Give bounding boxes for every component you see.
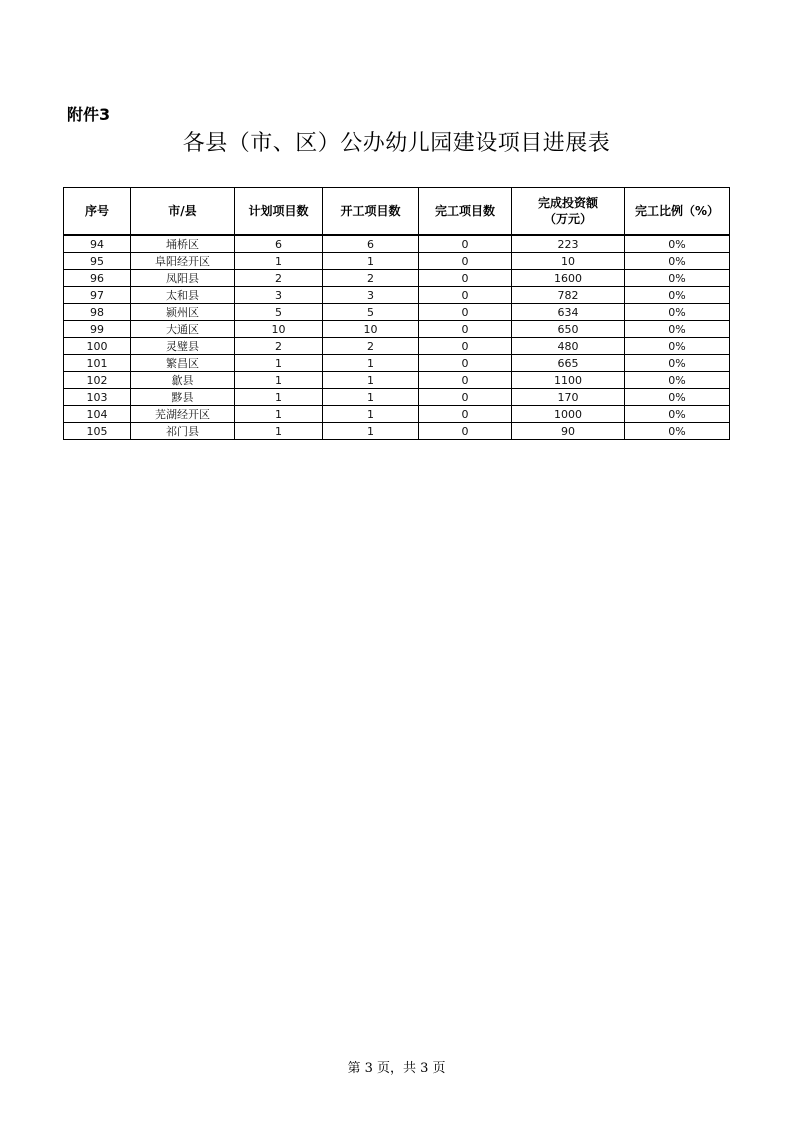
cell-completion-ratio: 0% bbox=[625, 304, 730, 321]
cell-planned: 1 bbox=[235, 389, 323, 406]
cell-planned: 1 bbox=[235, 355, 323, 372]
cell-index: 105 bbox=[64, 423, 131, 440]
table-row bbox=[64, 270, 730, 287]
cell-planned: 6 bbox=[235, 235, 323, 253]
attachment-label: 附件3 bbox=[67, 105, 111, 124]
cell-completion-ratio: 0% bbox=[625, 389, 730, 406]
column-header-investment: 完成投资额 （万元） bbox=[512, 188, 625, 236]
cell-completed: 0 bbox=[419, 389, 512, 406]
cell-planned: 2 bbox=[235, 270, 323, 287]
cell-completed: 0 bbox=[419, 270, 512, 287]
cell-completed: 0 bbox=[419, 304, 512, 321]
table-header bbox=[64, 188, 730, 236]
cell-investment: 90 bbox=[512, 423, 625, 440]
progress-table bbox=[63, 187, 730, 440]
cell-county: 芜湖经开区 bbox=[131, 406, 235, 423]
cell-started: 1 bbox=[323, 389, 419, 406]
cell-completed: 0 bbox=[419, 406, 512, 423]
cell-investment: 1100 bbox=[512, 372, 625, 389]
cell-started: 1 bbox=[323, 355, 419, 372]
cell-investment: 665 bbox=[512, 355, 625, 372]
cell-index: 98 bbox=[64, 304, 131, 321]
cell-index: 94 bbox=[64, 235, 131, 253]
cell-completion-ratio: 0% bbox=[625, 235, 730, 253]
cell-investment: 10 bbox=[512, 253, 625, 270]
cell-completion-ratio: 0% bbox=[625, 355, 730, 372]
page-footer: 第 3 页，共 3 页 bbox=[347, 1061, 446, 1076]
cell-started: 1 bbox=[323, 423, 419, 440]
cell-index: 100 bbox=[64, 338, 131, 355]
cell-investment: 650 bbox=[512, 321, 625, 338]
cell-started: 1 bbox=[323, 406, 419, 423]
cell-planned: 5 bbox=[235, 304, 323, 321]
cell-county: 祁门县 bbox=[131, 423, 235, 440]
table-row bbox=[64, 406, 730, 423]
table-row bbox=[64, 253, 730, 270]
cell-investment: 480 bbox=[512, 338, 625, 355]
table-row bbox=[64, 287, 730, 304]
cell-index: 99 bbox=[64, 321, 131, 338]
cell-county: 颍州区 bbox=[131, 304, 235, 321]
cell-index: 101 bbox=[64, 355, 131, 372]
cell-county: 埇桥区 bbox=[131, 235, 235, 253]
cell-completed: 0 bbox=[419, 321, 512, 338]
cell-started: 6 bbox=[323, 235, 419, 253]
cell-county: 大通区 bbox=[131, 321, 235, 338]
cell-started: 2 bbox=[323, 338, 419, 355]
cell-county: 凤阳县 bbox=[131, 270, 235, 287]
table-row bbox=[64, 389, 730, 406]
cell-completed: 0 bbox=[419, 287, 512, 304]
column-header-completed: 完工项目数 bbox=[419, 188, 512, 236]
cell-index: 104 bbox=[64, 406, 131, 423]
cell-completed: 0 bbox=[419, 253, 512, 270]
table-header-row bbox=[64, 188, 730, 236]
cell-completed: 0 bbox=[419, 355, 512, 372]
column-header-completion-ratio: 完工比例（%） bbox=[625, 188, 730, 236]
cell-planned: 10 bbox=[235, 321, 323, 338]
cell-investment: 782 bbox=[512, 287, 625, 304]
cell-county: 歙县 bbox=[131, 372, 235, 389]
table-row bbox=[64, 355, 730, 372]
cell-planned: 1 bbox=[235, 372, 323, 389]
column-header-planned: 计划项目数 bbox=[235, 188, 323, 236]
column-header-county: 市/县 bbox=[131, 188, 235, 236]
cell-started: 1 bbox=[323, 372, 419, 389]
page-title: 各县（市、区）公办幼儿园建设项目进展表 bbox=[182, 131, 611, 156]
cell-investment: 634 bbox=[512, 304, 625, 321]
cell-completed: 0 bbox=[419, 235, 512, 253]
cell-started: 10 bbox=[323, 321, 419, 338]
cell-completed: 0 bbox=[419, 338, 512, 355]
cell-completion-ratio: 0% bbox=[625, 321, 730, 338]
table-row bbox=[64, 338, 730, 355]
table-row bbox=[64, 235, 730, 253]
cell-completion-ratio: 0% bbox=[625, 338, 730, 355]
cell-completion-ratio: 0% bbox=[625, 372, 730, 389]
cell-county: 灵璧县 bbox=[131, 338, 235, 355]
cell-index: 96 bbox=[64, 270, 131, 287]
cell-started: 5 bbox=[323, 304, 419, 321]
column-header-index: 序号 bbox=[64, 188, 131, 236]
cell-index: 103 bbox=[64, 389, 131, 406]
cell-index: 95 bbox=[64, 253, 131, 270]
cell-started: 2 bbox=[323, 270, 419, 287]
cell-county: 繁昌区 bbox=[131, 355, 235, 372]
table-row bbox=[64, 372, 730, 389]
cell-investment: 223 bbox=[512, 235, 625, 253]
cell-started: 1 bbox=[323, 253, 419, 270]
cell-index: 97 bbox=[64, 287, 131, 304]
table-body bbox=[64, 235, 730, 440]
cell-planned: 3 bbox=[235, 287, 323, 304]
cell-completed: 0 bbox=[419, 372, 512, 389]
cell-planned: 1 bbox=[235, 406, 323, 423]
cell-county: 太和县 bbox=[131, 287, 235, 304]
cell-investment: 1000 bbox=[512, 406, 625, 423]
table-row bbox=[64, 304, 730, 321]
cell-planned: 1 bbox=[235, 253, 323, 270]
cell-investment: 170 bbox=[512, 389, 625, 406]
cell-completion-ratio: 0% bbox=[625, 270, 730, 287]
cell-completion-ratio: 0% bbox=[625, 423, 730, 440]
cell-completion-ratio: 0% bbox=[625, 287, 730, 304]
cell-investment: 1600 bbox=[512, 270, 625, 287]
cell-started: 3 bbox=[323, 287, 419, 304]
cell-index: 102 bbox=[64, 372, 131, 389]
cell-county: 阜阳经开区 bbox=[131, 253, 235, 270]
table-row bbox=[64, 321, 730, 338]
cell-county: 黟县 bbox=[131, 389, 235, 406]
column-header-started: 开工项目数 bbox=[323, 188, 419, 236]
cell-completed: 0 bbox=[419, 423, 512, 440]
cell-completion-ratio: 0% bbox=[625, 406, 730, 423]
cell-planned: 2 bbox=[235, 338, 323, 355]
cell-planned: 1 bbox=[235, 423, 323, 440]
table-row bbox=[64, 423, 730, 440]
cell-completion-ratio: 0% bbox=[625, 253, 730, 270]
